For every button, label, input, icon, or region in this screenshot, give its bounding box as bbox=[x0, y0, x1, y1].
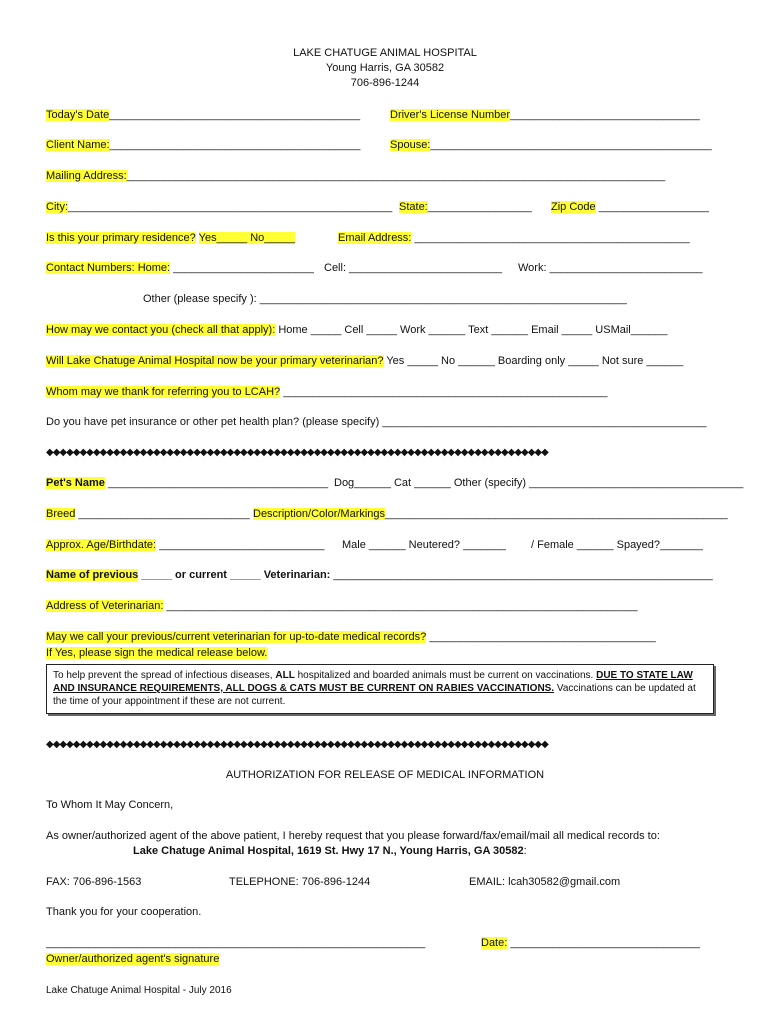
fax-number: FAX: 706-896-1563 bbox=[46, 876, 142, 888]
vaccination-notice: To help prevent the spread of infectious diseases, ALL hospitalized and boarded animals must be current on vaccinations. DUE TO STATE LAW AND INSURANCE REQUIREMENTS, ALL DOGS & CATS MUST BE CURRENT ON RABIES VACCINATIONS. Vaccinations can be updated at the time of your appointment if these are not current. bbox=[46, 664, 714, 714]
previous-vet-field[interactable] bbox=[46, 569, 713, 582]
email-address-field[interactable] bbox=[338, 232, 690, 245]
diamond-divider: ◆◆◆◆◆◆◆◆◆◆◆◆◆◆◆◆◆◆◆◆◆◆◆◆◆◆◆◆◆◆◆◆◆◆◆◆◆◆◆◆◆◆◆◆◆◆◆◆◆◆◆◆◆◆◆◆◆◆◆◆◆◆◆◆◆◆◆◆◆◆◆◆◆◆◆ bbox=[46, 447, 548, 458]
footer-note: Lake Chatuge Animal Hospital - July 2016 bbox=[46, 985, 232, 996]
primary-vet-field[interactable] bbox=[46, 355, 683, 368]
referral-label: Whom may we thank for referring you to LCAH? bbox=[46, 386, 281, 398]
signature-date-label: Date: bbox=[481, 937, 508, 949]
vet-address-line: _____________________________________________________________________________ bbox=[166, 600, 638, 612]
spouse-line: ______________________________________________ bbox=[430, 139, 712, 151]
hospital-city: Young Harris, GA 30582 bbox=[325, 62, 445, 74]
authorization-title: AUTHORIZATION FOR RELEASE OF MEDICAL INFORMATION bbox=[225, 769, 545, 781]
signature-line[interactable]: ______________________________________________________________ bbox=[46, 937, 426, 949]
pet-name-label: Pet's Name bbox=[46, 477, 105, 489]
breed-label: Breed bbox=[46, 508, 76, 520]
may-call-field[interactable] bbox=[46, 631, 656, 644]
may-call-line: _____________________________________ bbox=[429, 631, 656, 643]
age-label: Approx. Age/Birthdate: bbox=[46, 539, 157, 551]
city-field[interactable] bbox=[46, 201, 392, 214]
mailing-address-line: ________________________________________________________________________________________ bbox=[126, 170, 666, 182]
zip-line: __________________ bbox=[598, 201, 709, 213]
thanks-note: Thank you for your cooperation. bbox=[46, 906, 202, 918]
hospital-phone: 706-896-1244 bbox=[350, 77, 420, 89]
veterinarian-label: Veterinarian: bbox=[263, 569, 331, 581]
home-phone-field[interactable] bbox=[46, 262, 314, 275]
description-line: ________________________________________________________ bbox=[385, 508, 728, 520]
age-field[interactable] bbox=[46, 539, 324, 552]
primary-vet-label: Will Lake Chatuge Animal Hospital now be your primary veterinarian? bbox=[46, 355, 384, 367]
greeting: To Whom It May Concern, bbox=[46, 799, 174, 811]
license-field[interactable] bbox=[390, 109, 700, 122]
description-label: Description/Color/Markings bbox=[253, 508, 386, 520]
primary-residence-field[interactable] bbox=[46, 232, 295, 245]
primary-vet-options[interactable]: Yes _____ No ______ Boarding only _____ Not sure ______ bbox=[386, 355, 684, 367]
referral-line: _____________________________________________________ bbox=[283, 386, 608, 398]
vet-address-field[interactable] bbox=[46, 600, 638, 613]
previous-vet-label: Name of previous bbox=[46, 569, 139, 581]
signature-label: Owner/authorized agent's signature bbox=[46, 953, 220, 965]
breed-line: ____________________________ bbox=[78, 508, 250, 520]
hospital-name: LAKE CHATUGE ANIMAL HOSPITAL bbox=[293, 47, 477, 59]
city-label: City: bbox=[46, 201, 68, 213]
signature-date-field[interactable] bbox=[481, 937, 700, 950]
work-phone-field[interactable]: Work: _________________________ bbox=[518, 262, 703, 274]
client-name-label: Client Name: bbox=[46, 139, 110, 151]
todays-date-field[interactable] bbox=[46, 109, 360, 122]
insurance-field[interactable]: Do you have pet insurance or other pet health plan? (please specify) _____________________________________________________ bbox=[46, 416, 707, 428]
release-address: Lake Chatuge Animal Hospital, 1619 St. Hwy 17 N., Young Harris, GA 30582: bbox=[133, 845, 527, 857]
client-name-line: _________________________________________ bbox=[109, 139, 361, 151]
description-field[interactable] bbox=[253, 508, 728, 521]
spouse-field[interactable] bbox=[390, 139, 712, 152]
primary-residence-label: Is this your primary residence? bbox=[46, 232, 196, 244]
age-line: ___________________________ bbox=[159, 539, 325, 551]
state-label: State: bbox=[399, 201, 428, 213]
zip-label: Zip Code bbox=[551, 201, 596, 213]
other-phone-field[interactable]: Other (please specify ): ____________________________________________________________ bbox=[143, 293, 627, 305]
vet-address-label: Address of Veterinarian: bbox=[46, 600, 164, 612]
contact-method-field[interactable] bbox=[46, 324, 667, 337]
signature-date-line: _______________________________ bbox=[510, 937, 701, 949]
email-contact: EMAIL: lcah30582@gmail.com bbox=[469, 876, 621, 888]
male-neutered-field[interactable]: Male ______ Neutered? _______ bbox=[342, 539, 506, 551]
telephone-number: TELEPHONE: 706-896-1244 bbox=[229, 876, 371, 888]
female-spayed-field[interactable]: / Female ______ Spayed?_______ bbox=[531, 539, 703, 551]
veterinarian-line: ______________________________________________________________ bbox=[333, 569, 713, 581]
home-phone-line: _______________________ bbox=[173, 262, 314, 274]
referral-field[interactable] bbox=[46, 386, 607, 399]
state-line: _________________ bbox=[427, 201, 532, 213]
mailing-address-field[interactable] bbox=[46, 170, 665, 183]
license-line: _______________________________ bbox=[510, 109, 700, 121]
city-line: _____________________________________________________ bbox=[68, 201, 393, 213]
pet-name-field[interactable] bbox=[46, 477, 328, 490]
contact-method-label: How may we contact you (check all that apply): bbox=[46, 324, 276, 336]
zip-field[interactable] bbox=[551, 201, 709, 214]
spouse-label: Spouse: bbox=[390, 139, 431, 151]
previous-current-options[interactable]: _____ or current _____ bbox=[141, 569, 261, 581]
breed-field[interactable] bbox=[46, 508, 250, 521]
contact-method-options[interactable]: Home _____ Cell _____ Work ______ Text ______ Email _____ USMail______ bbox=[278, 324, 668, 336]
diamond-divider: ◆◆◆◆◆◆◆◆◆◆◆◆◆◆◆◆◆◆◆◆◆◆◆◆◆◆◆◆◆◆◆◆◆◆◆◆◆◆◆◆◆◆◆◆◆◆◆◆◆◆◆◆◆◆◆◆◆◆◆◆◆◆◆◆◆◆◆◆◆◆◆◆◆◆◆ bbox=[46, 739, 548, 750]
client-name-field[interactable] bbox=[46, 139, 360, 152]
contact-numbers-label: Contact Numbers: Home: bbox=[46, 262, 171, 274]
pet-name-line: ____________________________________ bbox=[107, 477, 329, 489]
todays-date-line: _________________________________________ bbox=[109, 109, 361, 121]
cell-phone-field[interactable]: Cell: _________________________ bbox=[324, 262, 503, 274]
primary-residence-options[interactable]: Yes_____ No_____ bbox=[198, 232, 295, 244]
license-label: Driver's License Number bbox=[390, 109, 511, 121]
mailing-address-label: Mailing Address: bbox=[46, 170, 127, 182]
email-address-line: _____________________________________________ bbox=[414, 232, 690, 244]
release-request: As owner/authorized agent of the above patient, I hereby request that you please forward/fax/email/mail all medical records to: bbox=[46, 830, 660, 842]
sign-release-note: If Yes, please sign the medical release below. bbox=[46, 647, 268, 659]
may-call-label: May we call your previous/current veterinarian for up-to-date medical records? bbox=[46, 631, 427, 643]
pet-species-field[interactable]: Dog______ Cat ______ Other (specify) ___________________________________ bbox=[334, 477, 744, 489]
email-address-label: Email Address: bbox=[338, 232, 412, 244]
todays-date-label: Today's Date bbox=[46, 109, 110, 121]
state-field[interactable] bbox=[399, 201, 532, 214]
